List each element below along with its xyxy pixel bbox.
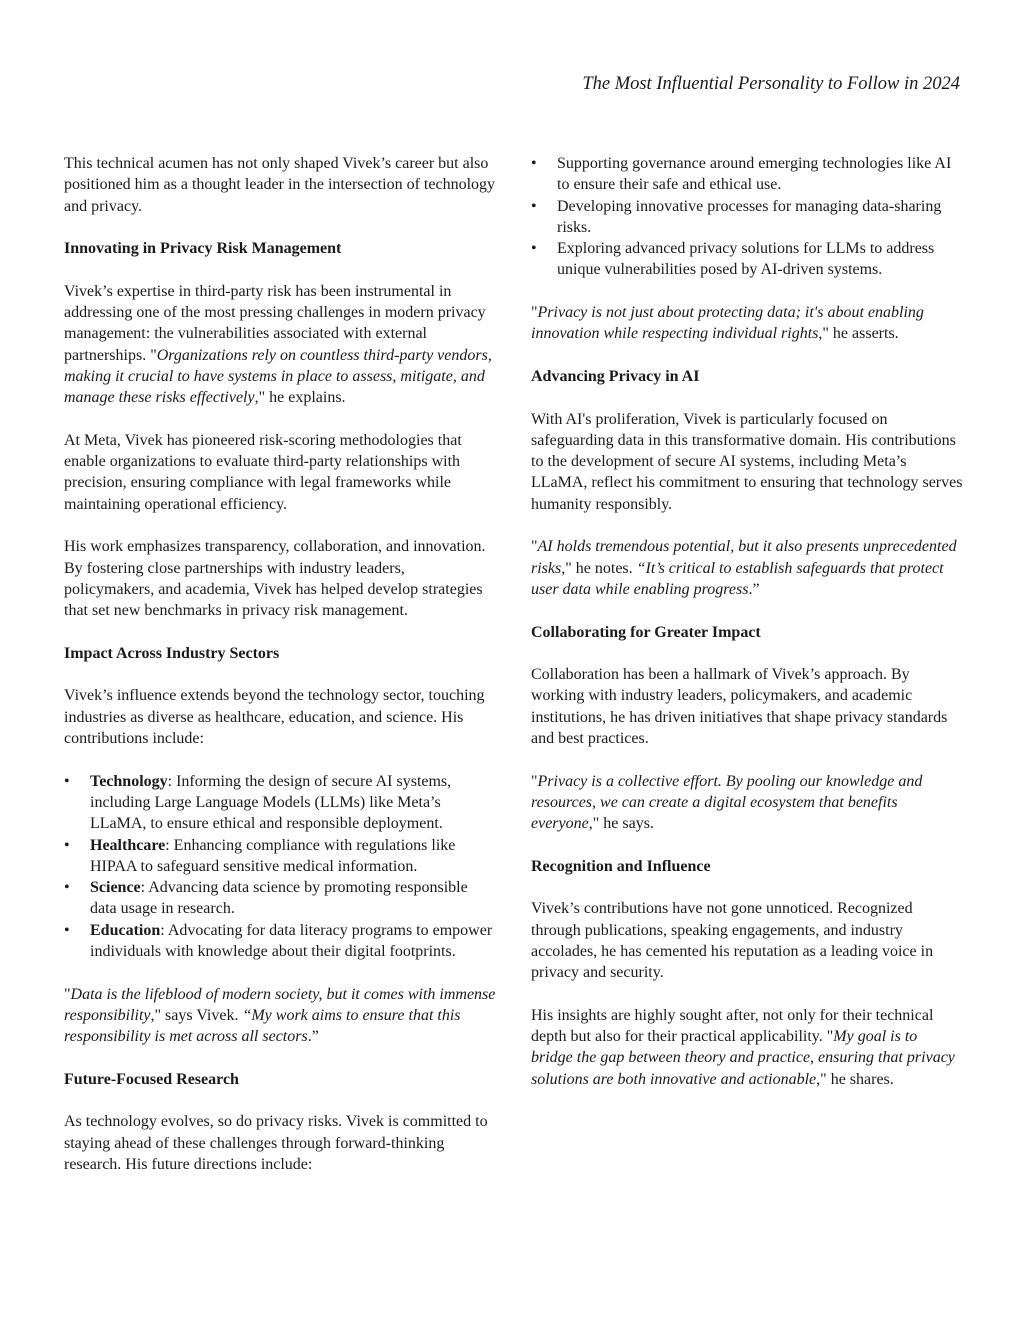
bullet-icon: •: [64, 772, 70, 790]
list-item: • Developing innovative processes for managing data-sharing risks.: [531, 197, 942, 236]
list-item: • Exploring advanced privacy solutions for LLMs to address unique vulnerabilities posed by AI-driven systems.: [531, 240, 935, 279]
list-item: • Supporting governance around emerging technologies like AI to ensure their safe and ethical use.: [531, 155, 952, 194]
heading-ai: Advancing Privacy in AI: [531, 367, 700, 385]
heading-future: Future-Focused Research: [64, 1070, 239, 1088]
sector-list: [64, 771, 496, 963]
heading-collab: Collaborating for Greater Impact: [531, 623, 761, 641]
influence-paragraph: Vivek’s influence extends beyond the technology sector, touching industries as diverse as healthcare, education, and science. His contributions include:: [64, 687, 485, 748]
transparency-paragraph: His work emphasizes transparency, collaboration, and innovation. By fostering close partnerships with industry leaders, policymakers, and academia, Vivek has helped develop strategies that set new benchmarks in privacy risk management.: [64, 538, 486, 620]
left-column: [64, 153, 496, 1175]
collab-paragraph: Collaboration has been a hallmark of Vivek’s approach. By working with industry leaders, policymakers, and academic institutions, he has driven initiatives that shape privacy standards and best practices.: [531, 666, 948, 748]
list-item: • Technology: Informing the design of secure AI systems, including Large Language Models (LLMs) like Meta’s LLaMA, to ensure ethical and responsible deployment.: [64, 772, 452, 833]
recognition-paragraph: Vivek’s contributions have not gone unnoticed. Recognized through publications, speaking engagements, and industry accolades, he has cemented his reputation as a leading voice in privacy and security.: [531, 900, 934, 982]
list-item: • Education: Advocating for data literacy programs to empower individuals with knowledge about their digital footprints.: [64, 921, 493, 960]
ai-quote-paragraph: "AI holds tremendous potential, but it also presents unprecedented risks," he notes. “It’s critical to establish safeguards that protect user data while enabling progress.”: [531, 538, 957, 598]
page-header-title: The Most Influential Personality to Follow in 2024: [582, 74, 960, 94]
future-directions-list: [531, 153, 963, 281]
privacy-quote-paragraph: "Privacy is not just about protecting data; it's about enabling innovation while respecting individual rights," he asserts.: [531, 304, 924, 343]
data-quote-paragraph: "Data is the lifeblood of modern society, but it comes with immense responsibility," says Vivek. “My work aims to ensure that this responsibility is met across all sectors.”: [64, 985, 496, 1046]
heading-innovating: Innovating in Privacy Risk Management: [64, 240, 342, 258]
future-paragraph: As technology evolves, so do privacy risks. Vivek is committed to staying ahead of these challenges through forward-thinking research. His future directions include:: [64, 1113, 488, 1173]
list-item: • Science: Advancing data science by promoting responsible data usage in research.: [64, 879, 468, 918]
right-column: [531, 153, 963, 1090]
bullet-icon: •: [531, 155, 537, 172]
list-item: • Healthcare: Enhancing compliance with regulations like HIPAA to safeguard sensitive medical information.: [64, 836, 456, 875]
ai-paragraph: With AI's proliferation, Vivek is particularly focused on safeguarding data in this transformative domain. His contributions to the development of secure AI systems, including Meta’s LLaMA, reflect his commitment to ensuring that technology serves humanity responsibly.: [531, 410, 963, 513]
bullet-icon: •: [64, 921, 70, 939]
intro-paragraph: This technical acumen has not only shaped Vivek’s career but also positioned him as a thought leader in the intersection of technology and privacy.: [64, 155, 496, 215]
bullet-icon: •: [64, 879, 70, 897]
bullet-icon: •: [531, 240, 537, 258]
collab-quote-paragraph: "Privacy is a collective effort. By pooling our knowledge and resources, we can create a digital ecosystem that benefits everyone," he says.: [531, 772, 923, 833]
bullet-icon: •: [64, 836, 70, 854]
insights-paragraph: His insights are highly sought after, not only for their technical depth but also for their practical applicability. "My goal is to bridge the gap between theory and practice, ensuring that privacy solutions are both innovative and actionable," he shares.: [531, 1006, 955, 1088]
quote-organizations: Organizations rely on countless third-party vendors, making it crucial to have systems in place to assess, mitigate, and manage these risks effectively: [64, 346, 492, 407]
bullet-icon: •: [531, 197, 537, 215]
heading-recognition: Recognition and Influence: [531, 857, 711, 875]
meta-paragraph: At Meta, Vivek has pioneered risk-scoring methodologies that enable organizations to evaluate third-party relationships with precision, ensuring compliance with legal frameworks while maintaining operational efficiency.: [64, 431, 462, 513]
expertise-paragraph: Vivek’s expertise in third-party risk has been instrumental in addressing one of the most pressing challenges in modern privacy management: the vulnerabilities associated with external partnerships. "Organizations rely on countless third-party vendors, making it crucial to have systems in place to assess, mitigate, and manage these risks effectively," he explains.: [64, 282, 492, 407]
heading-impact: Impact Across Industry Sectors: [64, 644, 280, 662]
